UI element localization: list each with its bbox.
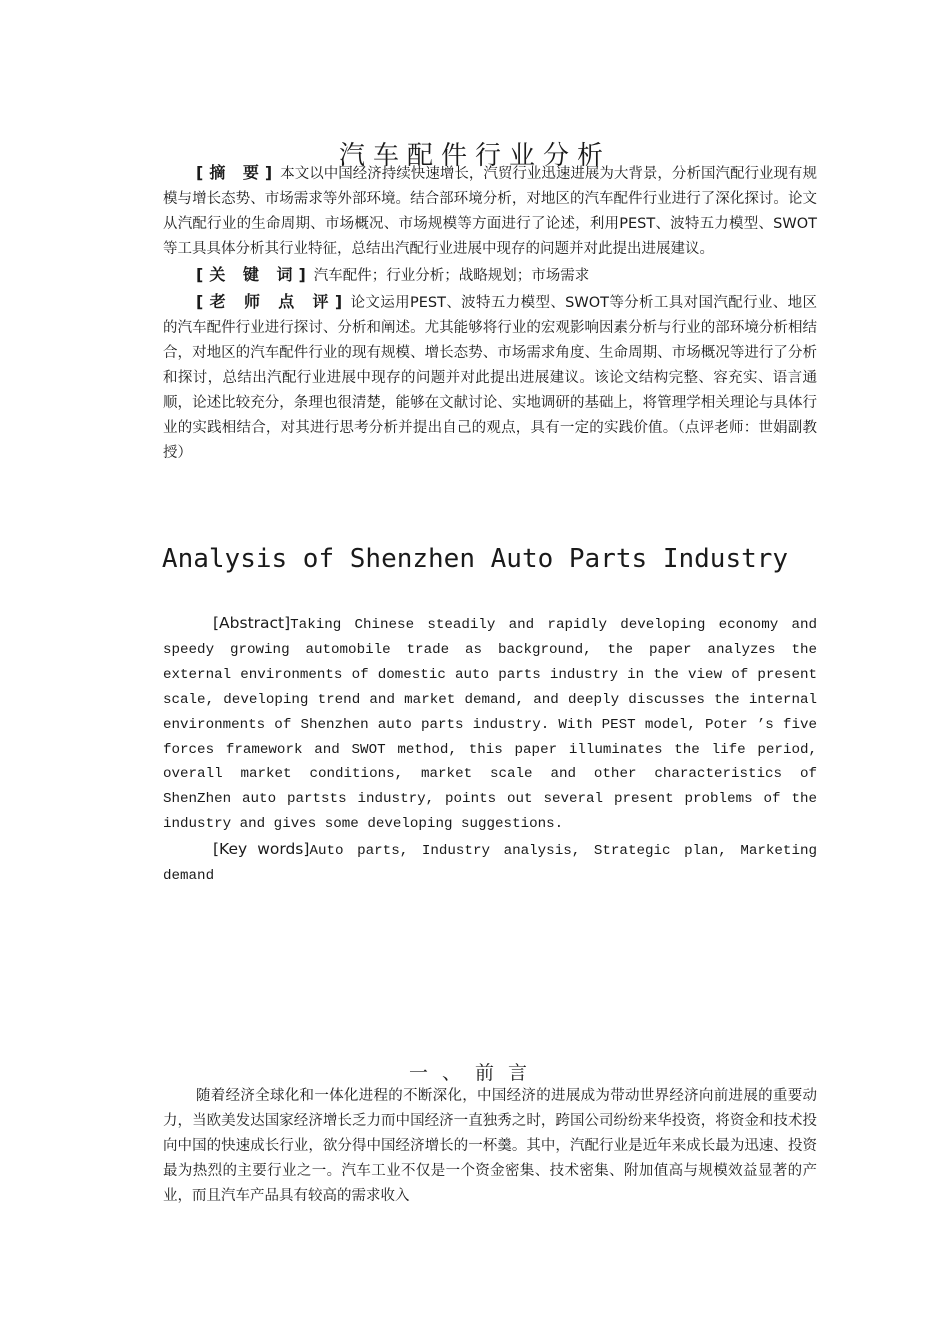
keywords-cn-text: 汽车配件；行业分析；战略规划；市场需求 <box>313 268 590 284</box>
keywords-en-label: [Key words] <box>213 840 310 859</box>
english-title: Analysis of Shenzhen Auto Parts Industry <box>161 544 789 574</box>
introduction-paragraph: 随着经济全球化和一体化进程的不断深化，中国经济的进展成为带动世界经济向前进展的重要动力，当欧美发达国家经济增长乏力而中国经济一直独秀之时，跨国公司纷纷来华投资，将资金和技术投向中国的快速成长行业，欲分得中国经济增长的一杯羹。其中，汽配行业是近年来成长最为迅速、投资最为热烈的主要行业之一。汽车工业不仅是一个资金密集、技术密集、附加值高与规模效益显著的产业，而且汽车产品具有较高的需求收入 <box>163 1088 817 1204</box>
teacher-comment-text: 论文运用PEST、波特五力模型、SWOT等分析工具对国汽配行业、地区的汽车配件行业进行探讨、分析和阐述。尤其能够将行业的宏观影响因素分析与行业的部环境分析相结合，对地区的汽车配件行业的现有规模、增长态势、市场需求角度、生命周期、市场概况等进行了分析和探讨，总结出汽配行业进展中现存的问题并对此提出进展建议。该论文结构完整、容充实、语言通顺，论述比较充分，条理也很清楚，能够在文献讨论、实地调研的基础上，将管理学相关理论与具体行业的实践相结合，对其进行思考分析并提出自己的观点，具有一定的实践价值。（点评老师：世娟副教授） <box>163 295 817 461</box>
keywords-cn-paragraph <box>163 262 817 289</box>
abstract-cn-text: 本文以中国经济持续快速增长，汽贸行业迅速进展为大背景，分析国汽配行业现有规模与增长态势、市场需求等外部环境。结合部环境分析，对地区的汽车配件行业进行了深化探讨。论文从汽配行业的生命周期、市场概况、市场规模等方面进行了论述，利用PEST、波特五力模型、SWOT等工具具体分析其行业特征，总结出汽配行业进展中现存的问题并对此提出进展建议。 <box>163 166 817 257</box>
keywords-en-text: Auto parts, Industry analysis, Strategic plan, Marketing demand <box>163 843 817 885</box>
section-heading: 一、前言 <box>408 1062 541 1084</box>
abstract-en-text: Taking Chinese steadily and rapidly developing economy and speedy growing automobile trade as background, the paper analyzes the external environments of domestic auto parts industry in the view of present scale, developing trend and market demand, and deeply discusses the internal environments of Shenzhen auto parts industry. With PEST model, Poter ’s five forces framework and SWOT method, this paper illuminates the life period, overall market conditions, market scale and other characteristics of ShenZhen auto partsts industry, points out several present problems of the industry and gives some developing suggestions. <box>163 617 817 833</box>
keywords-en-paragraph <box>163 837 817 889</box>
abstract-cn-label: [摘 要] <box>196 163 279 182</box>
abstract-en-label: [Abstract] <box>213 614 291 632</box>
page-title: 汽车配件行业分析 <box>338 141 611 172</box>
teacher-comment-paragraph <box>163 289 817 466</box>
introduction-section <box>163 1084 817 1209</box>
chinese-abstract-section <box>163 160 817 466</box>
abstract-cn-paragraph <box>163 160 817 262</box>
keywords-cn-label: [关 键 词] <box>196 265 312 284</box>
teacher-comment-label: [老 师 点 评] <box>196 292 349 311</box>
abstract-en-paragraph <box>163 611 817 837</box>
english-abstract-section <box>163 611 817 889</box>
